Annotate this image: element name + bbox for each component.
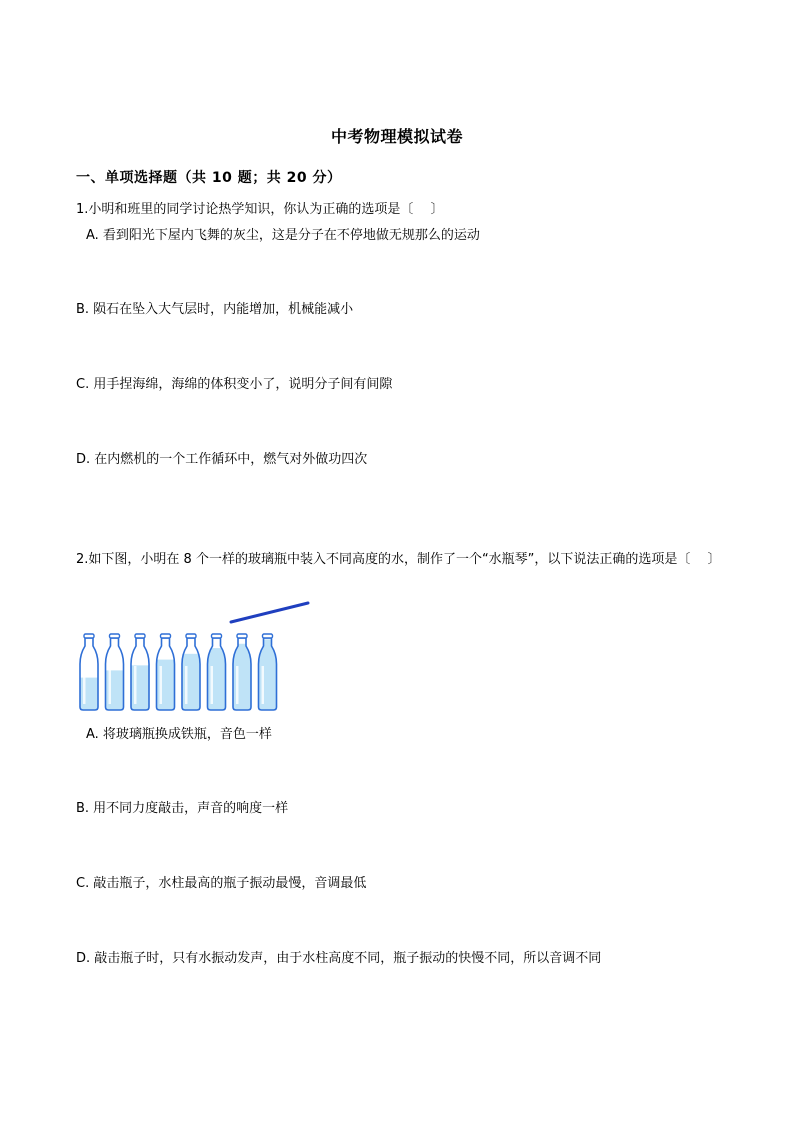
bottle-highlight — [134, 666, 137, 704]
question-2-option-c[interactable]: C. 敲击瓶子，水柱最高的瓶子振动最慢，音调最低 — [76, 876, 367, 891]
bottle — [206, 634, 228, 712]
bottle-highlight — [236, 666, 239, 704]
bottle-highlight — [160, 666, 163, 704]
bottle-water — [180, 654, 202, 712]
bottle-highlight — [83, 666, 86, 704]
bottle-cap — [237, 634, 247, 638]
bottle-highlight — [109, 666, 112, 704]
bottle-highlight — [185, 666, 188, 704]
bottle — [155, 634, 177, 712]
page-title: 中考物理模拟试卷 — [330, 127, 463, 146]
bottle — [129, 634, 151, 712]
bottle-highlight — [262, 666, 265, 704]
water-bottle-xylophone-figure — [76, 600, 316, 715]
bottle-water — [257, 639, 279, 712]
bottle-highlight — [211, 666, 214, 704]
question-1-stem: 1.小明和班里的同学讨论热学知识，你认为正确的选项是〔 〕 — [76, 202, 444, 217]
question-1-option-a[interactable]: A. 看到阳光下屋内飞舞的灰尘，这是分子在不停地做无规那么的运动 — [86, 228, 480, 243]
bottle-cap — [135, 634, 145, 638]
bottle-cap — [263, 634, 273, 638]
bottle-water — [78, 678, 100, 712]
bottle-cap — [84, 634, 94, 638]
bottle-water — [155, 660, 177, 712]
bottle-cap — [186, 634, 196, 638]
water-bottle-xylophone-icon — [76, 600, 316, 715]
section-heading: 一、单项选择题（共 10 题；共 20 分） — [76, 170, 342, 186]
question-1-option-d[interactable]: D. 在内燃机的一个工作循环中，燃气对外做功四次 — [76, 452, 368, 467]
question-2-option-b[interactable]: B. 用不同力度敲击，声音的响度一样 — [76, 801, 289, 816]
question-2-option-a[interactable]: A. 将玻璃瓶换成铁瓶，音色一样 — [86, 727, 272, 742]
bottle-cap — [161, 634, 171, 638]
bottle-water — [104, 670, 126, 712]
striking-stick — [231, 603, 308, 622]
question-2-option-d[interactable]: D. 敲击瓶子时，只有水振动发声，由于水柱高度不同，瓶子振动的快慢不同，所以音调不同 — [76, 951, 602, 966]
bottle-cap — [212, 634, 222, 638]
question-1-option-b[interactable]: B. 陨石在坠入大气层时，内能增加，机械能减小 — [76, 302, 354, 317]
bottle — [78, 634, 100, 712]
bottle — [257, 634, 279, 712]
bottle — [104, 634, 126, 712]
bottle-cap — [110, 634, 120, 638]
question-2-stem: 2.如下图，小明在 8 个一样的玻璃瓶中装入不同高度的水，制作了一个“水瓶琴”，以下说法正确的选项是〔 〕 — [76, 552, 721, 567]
bottle-water — [129, 665, 151, 712]
bottle — [180, 634, 202, 712]
question-1-option-c[interactable]: C. 用手捏海绵，海绵的体积变小了，说明分子间有间隙 — [76, 377, 393, 392]
bottle — [231, 634, 253, 712]
